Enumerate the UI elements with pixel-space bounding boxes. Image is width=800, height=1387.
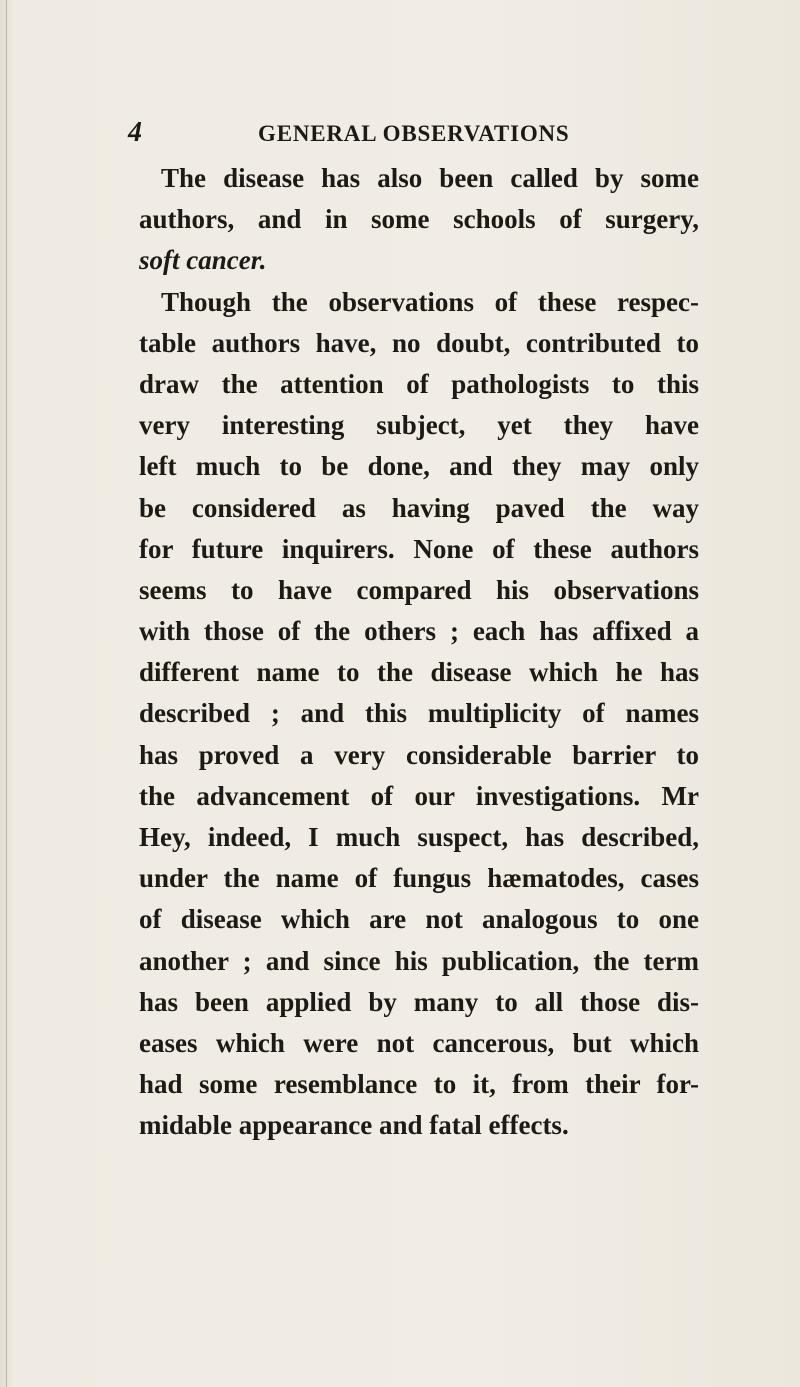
- text-line: eases which were not cancerous, but which: [139, 1027, 699, 1058]
- text-line: midable appearance and fatal effects.: [139, 1110, 569, 1141]
- text-line: described ; and this multiplicity of names: [139, 698, 699, 729]
- text-line: table authors have, no doubt, contributed to: [139, 327, 699, 358]
- text-line: seems to have compared his observations: [139, 574, 699, 605]
- text-line: under the name of fungus hæmatodes, cases: [139, 863, 699, 894]
- text-line: authors, and in some schools of surgery,: [139, 204, 699, 235]
- page-edge: [6, 0, 7, 1387]
- text-line: with those of the others ; each has affixed a: [139, 616, 699, 647]
- text-line: the advancement of our investigations. Mr: [139, 780, 699, 811]
- text-line: left much to be done, and they may only: [139, 451, 699, 482]
- text-line: of disease which are not analogous to one: [139, 904, 699, 935]
- text-line: very interesting subject, yet they have: [139, 410, 699, 441]
- text-line: has proved a very considerable barrier to: [139, 739, 699, 770]
- text-line: The disease has also been called by some: [161, 163, 699, 193]
- text-line: for future inquirers. None of these authors: [139, 533, 699, 564]
- text-line: be considered as having paved the way: [139, 492, 699, 523]
- page-header: [128, 117, 648, 153]
- body-text: [139, 158, 699, 1147]
- text-line: Though the observations of these respec-: [161, 286, 699, 317]
- running-head: GENERAL OBSERVATIONS: [258, 121, 570, 146]
- text-line: had some resemblance to it, from their for-: [139, 1069, 699, 1100]
- text-line: has been applied by many to all those dis-: [139, 986, 699, 1017]
- text-line: another ; and since his publication, the term: [139, 945, 699, 976]
- text-line: [139, 240, 699, 281]
- text-line: draw the attention of pathologists to this: [139, 368, 699, 399]
- text-line: different name to the disease which he has: [139, 657, 699, 688]
- page-number: 4: [128, 117, 142, 148]
- text-line: Hey, indeed, I much suspect, has described,: [139, 822, 699, 852]
- italic-term: soft cancer.: [139, 245, 267, 276]
